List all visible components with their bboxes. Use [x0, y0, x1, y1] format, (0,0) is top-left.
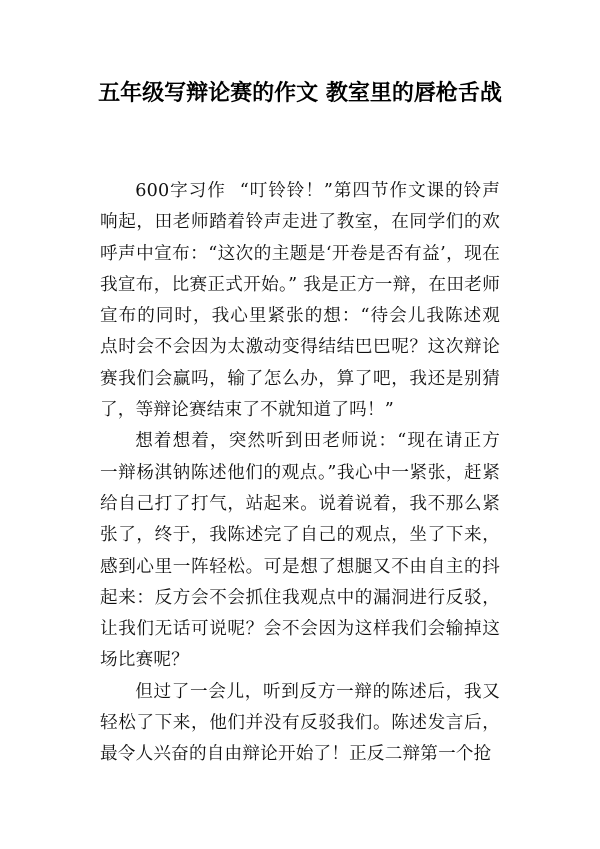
document-title: 五年级写辩论赛的作文 教室里的唇枪舌战 — [98, 81, 502, 106]
paragraph-1 — [100, 176, 500, 426]
paragraph-3: 但过了一会儿，听到反方一辩的陈述后，我又轻松了下来，他们并没有反驳我们。陈述发言后，最令人兴奋的自由辩论开始了！正反二辩第一个抢 — [100, 681, 500, 765]
word-count-label: 600字习作 — [135, 181, 226, 201]
paragraph-1-text: “叮铃铃！”第四节作文课的铃声响起，田老师踏着铃声走进了教室，在同学们的欢呼声中宣布：“这次的主题是‘开卷是否有益’，现在我宣布，比赛正式开始。” 我是正方一辩，在田老师宣布的同时，我心里紧张的想：“待会儿我陈述观点时会不会因为太激动变得结结巴巴呢？这次辩论赛我们会赢吗，输了怎么办，算了吧，我还是别猜了，等辩论赛结束了不就知道了吗！” — [100, 181, 500, 421]
paragraph-2: 想着想着，突然听到田老师说：“现在请正方一辩杨淇钠陈述他们的观点。”我心中一紧张，赶紧给自己打了打气，站起来。说着说着，我不那么紧张了，终于，我陈述完了自己的观点，坐了下来，感到心里一阵轻松。可是想了想腿又不由自主的抖起来：反方会不会抓住我观点中的漏洞进行反驳，让我们无话可说呢？会不会因为这样我们会输掉这场比赛呢？ — [100, 431, 500, 671]
document-body — [100, 176, 500, 771]
